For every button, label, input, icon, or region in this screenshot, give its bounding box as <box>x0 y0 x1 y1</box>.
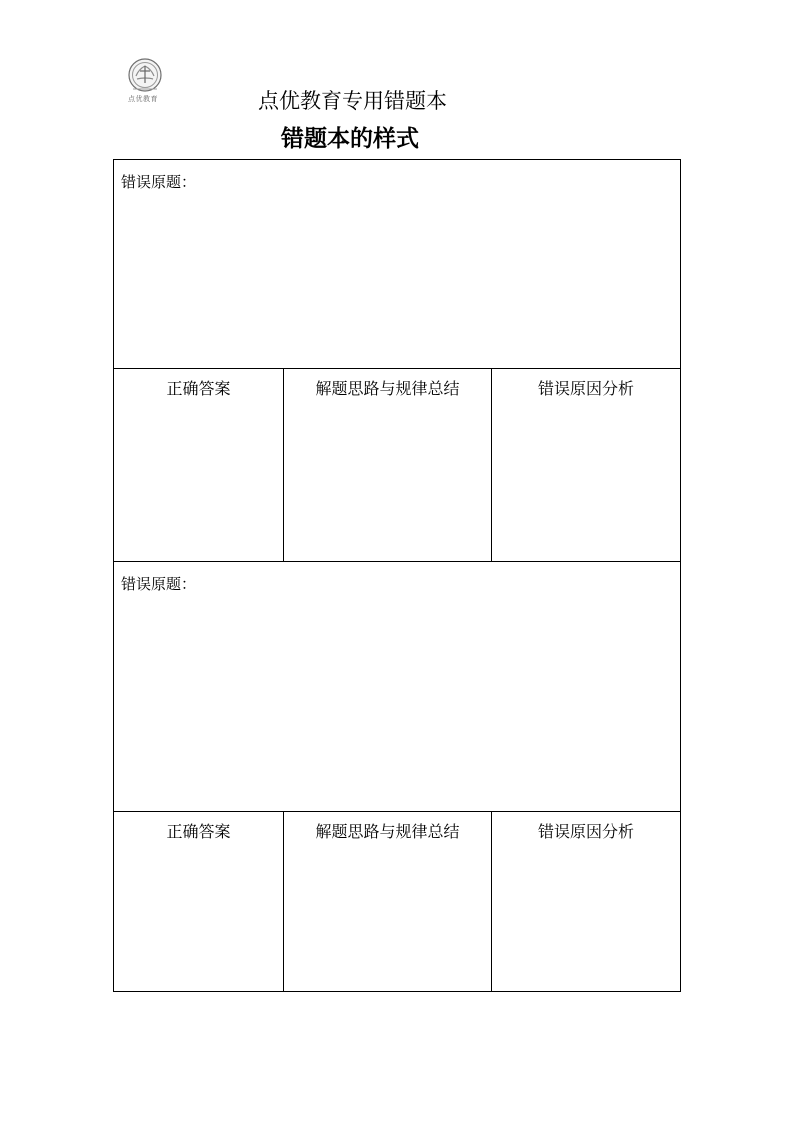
method-summary-cell-1 <box>284 369 492 561</box>
brand-logo <box>119 56 175 112</box>
analysis-row-2 <box>114 812 680 991</box>
page-title: 错题本的样式 <box>281 126 419 152</box>
worksheet-subtitle: 点优教育专用错题本 <box>258 89 447 113</box>
question-section-1 <box>114 160 680 369</box>
error-analysis-cell-1 <box>492 369 680 561</box>
correct-answer-cell-2 <box>114 812 284 991</box>
question-label-1: 错误原题： <box>121 173 197 191</box>
method-summary-cell-2 <box>284 812 492 991</box>
error-analysis-label-1: 错误原因分析 <box>537 379 634 398</box>
question-section-2 <box>114 562 680 812</box>
error-analysis-label-2: 错误原因分析 <box>537 822 634 841</box>
question-label-2: 错误原题： <box>121 575 197 593</box>
correct-answer-cell-1 <box>114 369 284 561</box>
correct-answer-label-2: 正确答案 <box>166 822 231 841</box>
method-summary-label-2: 解题思路与规律总结 <box>315 822 460 841</box>
error-analysis-cell-2 <box>492 812 680 991</box>
error-notebook-table <box>113 159 681 992</box>
logo-emblem-icon <box>119 56 175 112</box>
logo-text: 点优教育 <box>128 95 158 103</box>
method-summary-label-1: 解题思路与规律总结 <box>315 379 460 398</box>
analysis-row-1 <box>114 369 680 562</box>
correct-answer-label-1: 正确答案 <box>166 379 231 398</box>
